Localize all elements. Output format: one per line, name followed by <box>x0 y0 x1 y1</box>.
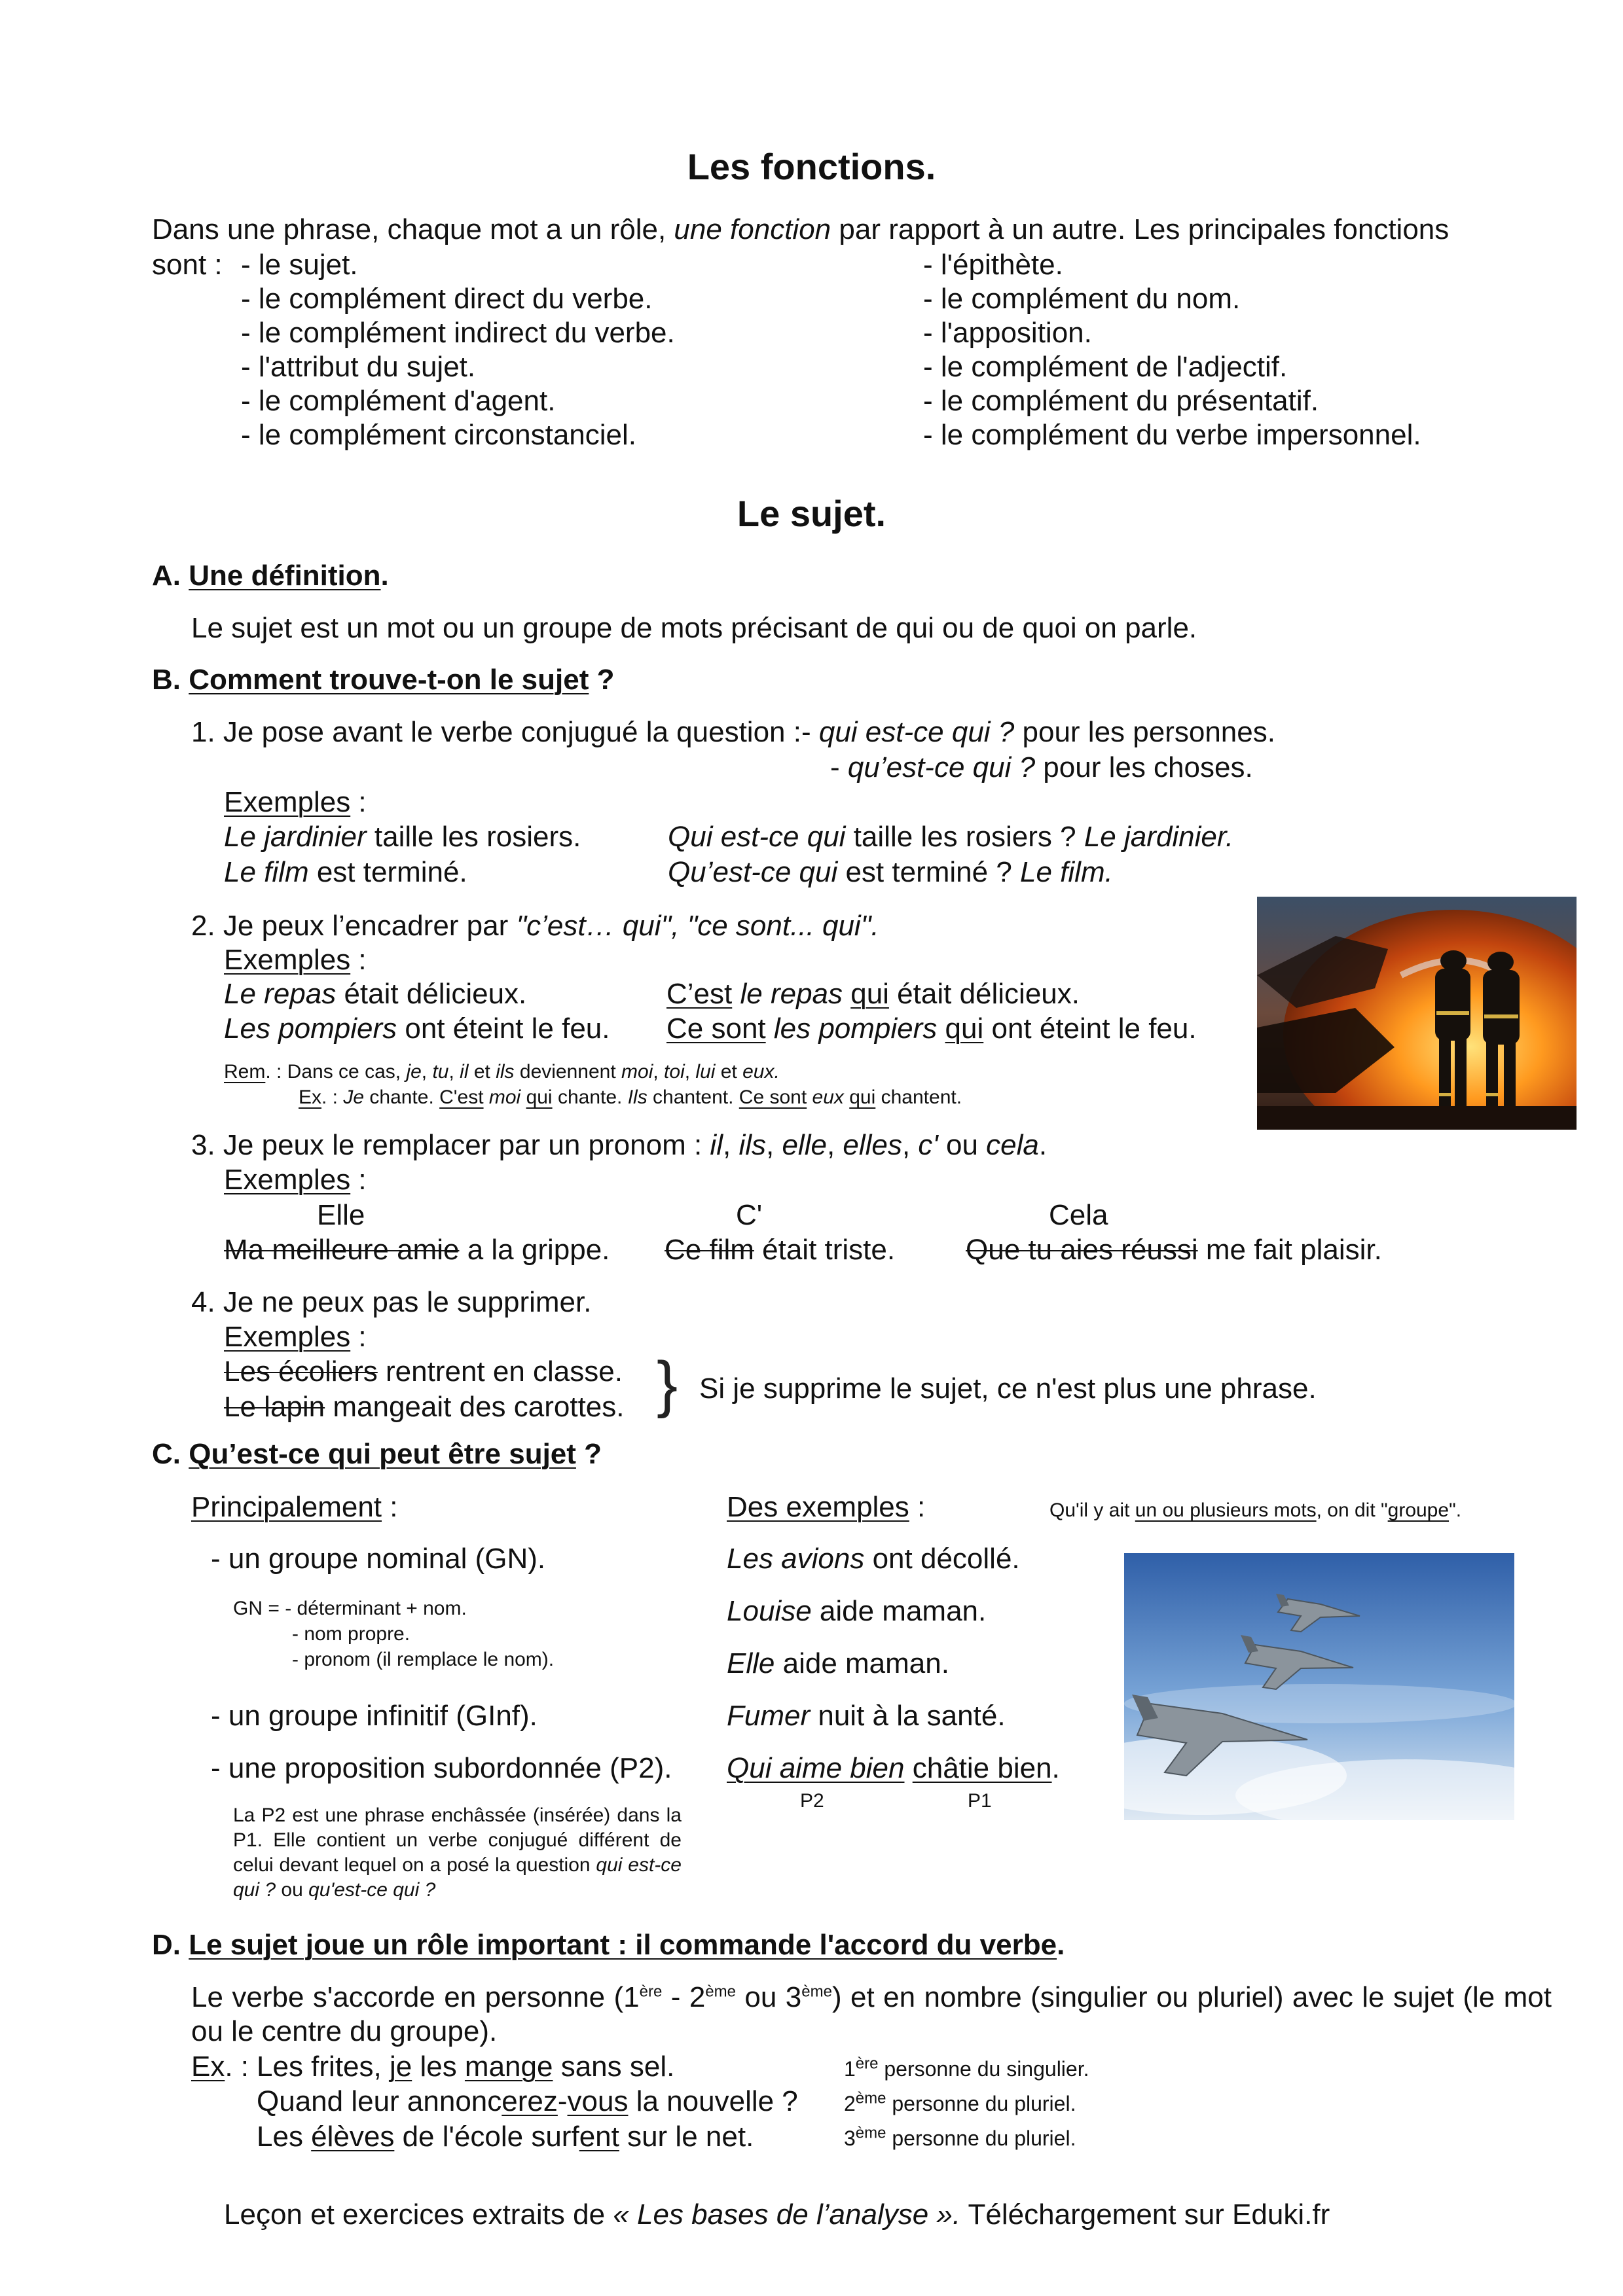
list-item: - l'apposition. <box>923 317 1092 349</box>
rule-4: 4. Je ne peux pas le supprimer. <box>191 1286 592 1318</box>
person-note: 1ère personne du singulier. <box>844 2054 1089 2081</box>
example: Fumer nuit à la santé. <box>727 1700 1006 1732</box>
rule-1: 1. Je pose avant le verbe conjugué la question :- qui est-ce qui ? pour les personnes. <box>191 716 1275 748</box>
heading-b: B. Comment trouve-t-on le sujet ? <box>152 664 615 696</box>
list-item: - l'épithète. <box>923 249 1063 281</box>
example: Ce sont les pompiers qui ont éteint le feu. <box>666 1013 1197 1045</box>
gn-definition: - pronom (il remplace le nom). <box>292 1649 555 1670</box>
brace: } <box>657 1349 678 1419</box>
list-item: - le complément du nom. <box>923 283 1241 315</box>
list-item: - le complément circonstanciel. <box>241 419 637 451</box>
definition-text: Le sujet est un mot ou un groupe de mots précisant de qui ou de quoi on parle. <box>191 612 1197 644</box>
intro-line: Dans une phrase, chaque mot a un rôle, une fonction par rapport à un autre. Les principales fonctions <box>152 213 1450 245</box>
example: Les écoliers rentrent en classe. <box>224 1355 623 1388</box>
example: Qu’est-ce qui est terminé ? Le film. <box>668 856 1113 888</box>
example: Quand leur annoncerez-vous la nouvelle ? <box>257 2085 798 2117</box>
exemples-label: Exemples : <box>224 1164 367 1196</box>
gn-definition: - nom propre. <box>292 1623 410 1645</box>
footer-credit: Leçon et exercices extraits de « Les bases de l’analyse ». Téléchargement sur Eduki.fr <box>224 2198 1330 2231</box>
remark-line2: Ex. : Je chante. C'est moi qui chante. Ils chantent. Ce sont eux qui chantent. <box>299 1086 962 1108</box>
list-item: - le complément de l'adjectif. <box>923 351 1288 383</box>
firefighters-photo <box>1257 897 1577 1130</box>
example: Que tu aies réussi me fait plaisir. <box>966 1234 1382 1266</box>
p2-label: P2 <box>800 1790 824 1812</box>
example: Qui est-ce qui taille les rosiers ? Le jardinier. <box>668 821 1234 853</box>
example: Le film est terminé. <box>224 856 467 888</box>
exemples-label: Exemples : <box>224 786 367 818</box>
groupe-note: Qu'il y ait un ou plusieurs mots, on dit "groupe". <box>1049 1499 1462 1521</box>
des-exemples-label: Des exemples : <box>727 1491 926 1523</box>
example: Qui aime bien châtie bien. <box>727 1752 1060 1784</box>
example: Le repas était délicieux. <box>224 978 527 1010</box>
gn-item: - un groupe nominal (GN). <box>211 1543 546 1575</box>
example: Les avions ont décollé. <box>727 1543 1020 1575</box>
gn-definition: GN = - déterminant + nom. <box>233 1598 467 1619</box>
person-note: 2ème personne du pluriel. <box>844 2089 1076 2115</box>
pronoun-elle: Elle <box>317 1199 365 1231</box>
example: Ce film était triste. <box>665 1234 896 1266</box>
p2-note: La P2 est une phrase enchâssée (insérée) dans la P1. Elle contient un verbe conjugué différent de celui devant lequel on a posé la question qui est-ce qui ? ou qu'est-ce qui ? <box>233 1804 682 1901</box>
principalement-label: Principalement : <box>191 1491 398 1523</box>
example: C’est le repas qui était délicieux. <box>666 978 1080 1010</box>
intro-left-list <box>241 248 675 452</box>
heading-a: A. Une définition. <box>152 560 389 592</box>
heading-c: C. Qu’est-ce qui peut être sujet ? <box>152 1438 602 1470</box>
example: Ma meilleure amie a la grippe. <box>224 1234 610 1266</box>
example: Les élèves de l'école surfent sur le net. <box>257 2121 754 2153</box>
example: Louise aide maman. <box>727 1595 987 1627</box>
list-item: - le complément du verbe impersonnel. <box>923 419 1421 451</box>
section-title: Le sujet. <box>737 493 886 534</box>
person-note: 3ème personne du pluriel. <box>844 2124 1076 2150</box>
ginf-item: - un groupe infinitif (GInf). <box>211 1700 538 1732</box>
rule-3: 3. Je peux le remplacer par un pronom : il, ils, elle, elles, c' ou cela. <box>191 1129 1048 1161</box>
ex-label: Ex. : <box>191 2051 249 2083</box>
rule-4-note: Si je supprime le sujet, ce n'est plus une phrase. <box>699 1372 1317 1405</box>
pronoun-cela: Cela <box>1049 1199 1108 1231</box>
heading-d: D. Le sujet joue un rôle important : il commande l'accord du verbe. <box>152 1929 1065 1961</box>
example: Elle aide maman. <box>727 1647 949 1679</box>
list-item: - le sujet. <box>241 249 358 281</box>
rule-2: 2. Je peux l’encadrer par "c’est… qui", "ce sont... qui". <box>191 910 879 942</box>
p1-label: P1 <box>968 1790 992 1812</box>
example: Les pompiers ont éteint le feu. <box>224 1013 610 1045</box>
remark-line1: Rem. : Dans ce cas, je, tu, il et ils deviennent moi, toi, lui et eux. <box>224 1061 780 1083</box>
accord-text: Le verbe s'accorde en personne (1ère - 2ème ou 3ème) et en nombre (singulier ou pluriel) avec le sujet (le mot ou le centre du groupe). <box>191 1981 1552 2047</box>
list-item: - le complément indirect du verbe. <box>241 317 675 349</box>
intro-right-list <box>923 248 1421 452</box>
pronoun-c: C' <box>736 1199 763 1231</box>
p2-item: - une proposition subordonnée (P2). <box>211 1752 672 1784</box>
list-item: - le complément du présentatif. <box>923 385 1319 417</box>
exemples-label: Exemples : <box>224 1321 367 1353</box>
list-item: - le complément d'agent. <box>241 385 556 417</box>
fighter-jets-photo <box>1124 1553 1514 1820</box>
list-item: - le complément direct du verbe. <box>241 283 653 315</box>
example: Le jardinier taille les rosiers. <box>224 821 581 853</box>
page-title: Les fonctions. <box>687 146 936 187</box>
list-item: - l'attribut du sujet. <box>241 351 476 383</box>
example: Le lapin mangeait des carottes. <box>224 1391 625 1423</box>
intro-sont: sont : <box>152 249 223 281</box>
exemples-label: Exemples : <box>224 944 367 976</box>
rule-1-line2: - qu’est-ce qui ? pour les choses. <box>830 751 1253 783</box>
example: Les frites, je les mange sans sel. <box>257 2051 675 2083</box>
